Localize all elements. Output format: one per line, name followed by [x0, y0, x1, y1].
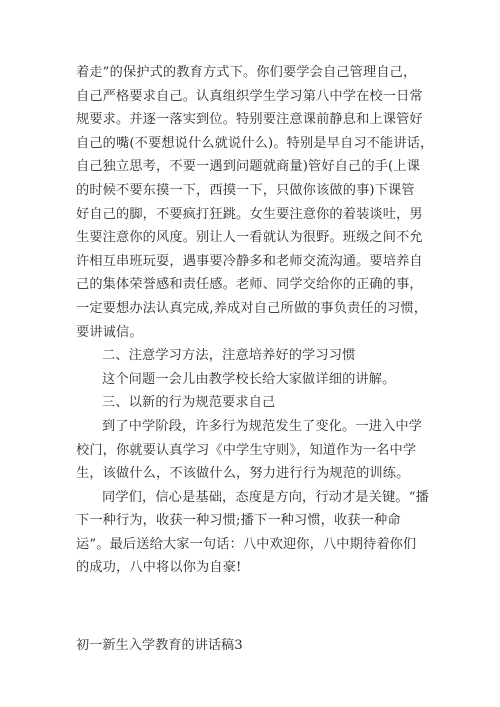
text-line: 要讲诚信。 — [76, 324, 143, 340]
text-line: 运”。最后送给大家一句话：八中欢迎你，八中期待着你们 — [76, 536, 417, 552]
text-line: 一定要想办法认真完成,养成对自己所做的事负责任的习惯， — [76, 300, 428, 316]
section-heading: 三、以新的行为规范要求自己 — [102, 395, 276, 411]
text-line: 的时候不要东摸一下，西摸一下，只做你该做的事)下课管 — [76, 182, 415, 198]
text-line: 好自己的脚，不要疯打狂跳。女生要注意你的着装谈吐，男 — [76, 206, 423, 222]
text-line: 同学们，信心是基础，态度是方向，行动才是关键。“播 — [102, 489, 429, 505]
text-line: 许相互串班玩耍，遇事要冷静多和老师交流沟通。要培养自 — [76, 253, 423, 269]
text-line: 到了中学阶段，许多行为规范发生了变化。一进入中学 — [102, 418, 423, 434]
text-line: 校门，你就要认真学习《中学生守则》，知道作为一名中学 — [76, 442, 417, 458]
text-line: 的成功，八中将以你为自豪! — [76, 560, 242, 576]
next-section-title: 初一新生入学教育的讲话稿3 — [76, 638, 243, 653]
text-line: 下一种行为，收获一种习惯;播下一种习惯，收获一种命 — [76, 513, 401, 529]
text-line: 生要注意你的风度。别让人一看就认为很野。班级之间不允 — [76, 230, 423, 246]
section-heading: 二、注意学习方法，注意培养好的学习习惯 — [102, 348, 356, 364]
document-body — [76, 61, 436, 580]
text-line: 己的集体荣誉感和责任感。老师、同学交给你的正确的事， — [76, 277, 423, 293]
text-line: 规要求。并逐一落实到位。特别要注意课前静息和上课管好 — [76, 112, 423, 128]
text-line: 着走”的保护式的教育方式下。你们要学会自己管理自己， — [76, 65, 417, 80]
text-line: 自己独立思考，不要一遇到问题就商量)管好自己的手(上课 — [76, 159, 421, 175]
text-line: 生，该做什么，不该做什么，努力进行行为规范的训练。 — [76, 466, 410, 482]
text-line: 自己的嘴(不要想说什么就说什么)。特别是早自习不能讲话， — [76, 135, 434, 151]
text-line: 自己严格要求自己。认真组织学生学习第八中学在校一日常 — [76, 88, 423, 104]
text-line: 这个问题一会儿由教学校长给大家做详细的讲解。 — [102, 371, 396, 387]
